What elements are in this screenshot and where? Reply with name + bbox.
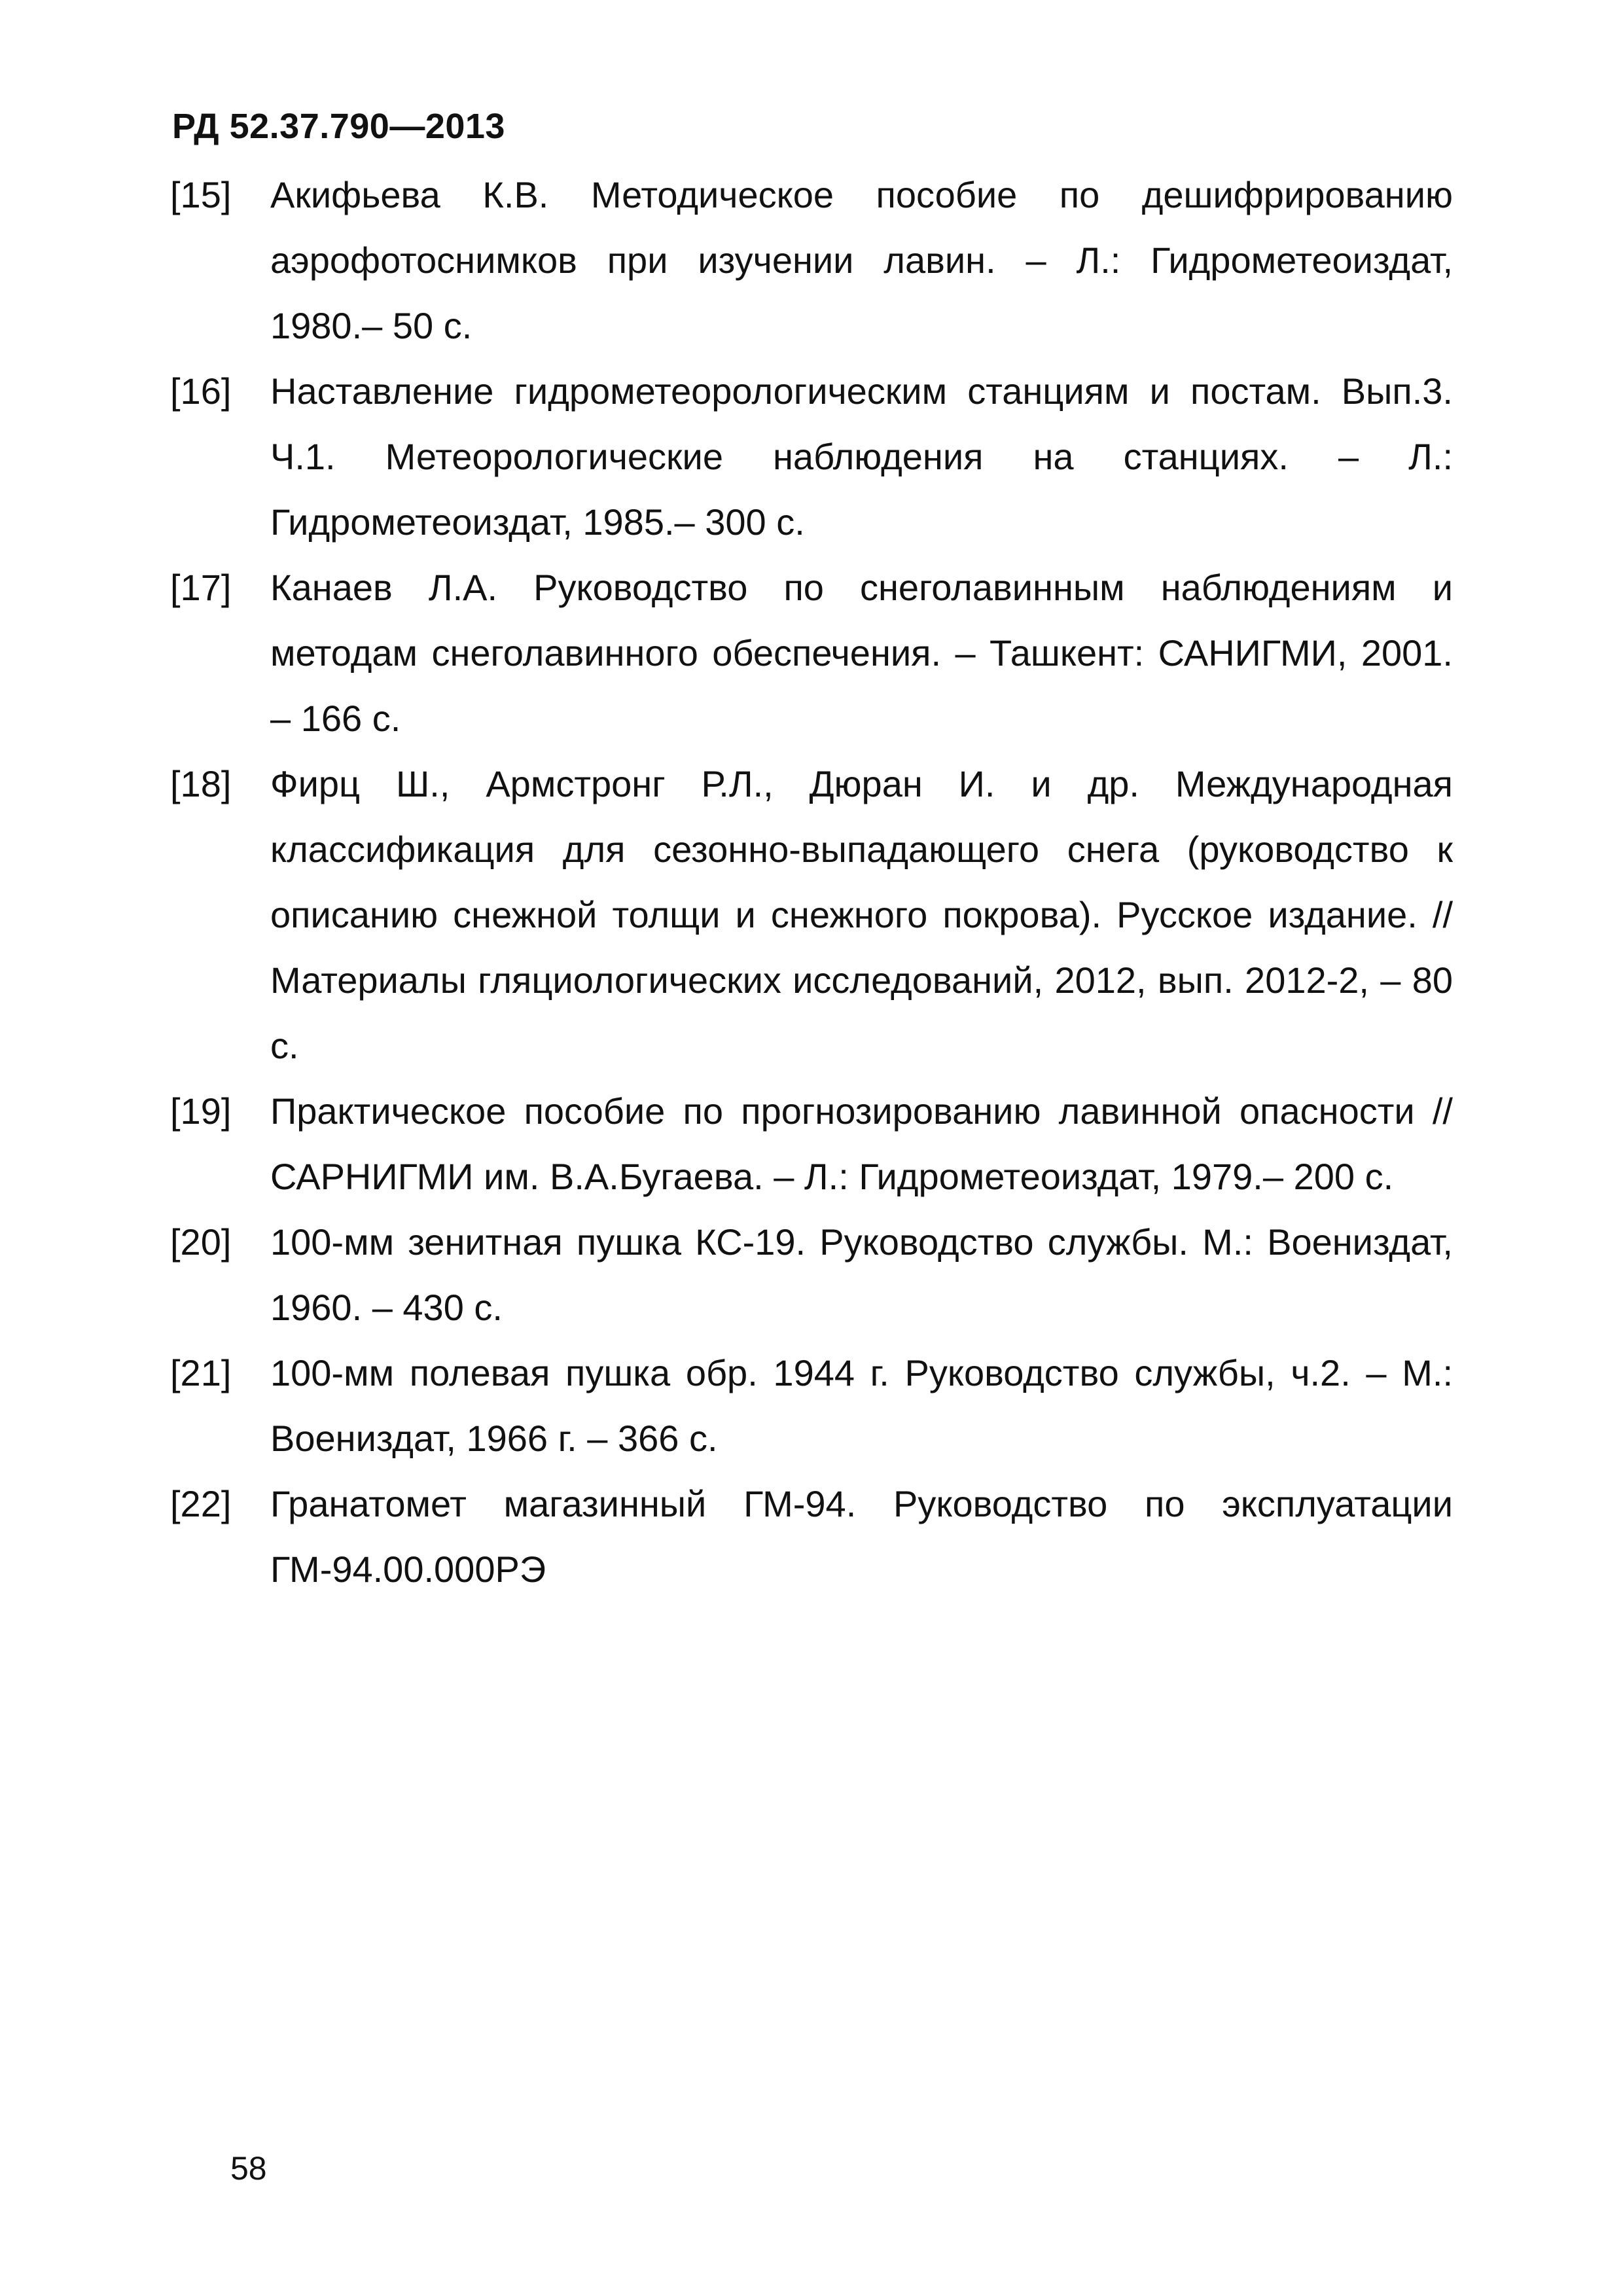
reference-item — [170, 751, 1453, 1079]
reference-number: [17] — [170, 567, 232, 608]
reference-number: [16] — [170, 370, 232, 412]
reference-list — [170, 162, 1453, 1602]
reference-number: [18] — [170, 763, 232, 804]
reference-item — [170, 1471, 1453, 1602]
reference-item — [170, 1079, 1453, 1210]
reference-number: [15] — [170, 174, 232, 215]
reference-text: Наставление гидрометеорологическим станциям и постам. Вып.3. Ч.1. Метеорологические наблюдения на станциях. – Л.: Гидрометеоиздат, 1985.– 300 с. — [270, 370, 1453, 543]
document-code: РД 52.37.790—2013 — [172, 107, 505, 146]
reference-text: Практическое пособие по прогнозированию лавинной опасности //САРНИГМИ им. В.А.Бугаева. – Л.: Гидрометеоиздат, 1979.– 200 с. — [270, 1090, 1453, 1197]
reference-text: Акифьева К.В. Методическое пособие по дешифрированию аэрофотоснимков при изучении лавин. – Л.: Гидрометеоиздат, 1980.– 50 с. — [270, 174, 1453, 346]
reference-item — [170, 555, 1453, 751]
reference-text: 100-мм зенитная пушка КС-19. Руководство службы. М.: Воениздат, 1960. – 430 с. — [270, 1221, 1453, 1328]
reference-number: [19] — [170, 1090, 232, 1132]
reference-item — [170, 1210, 1453, 1340]
reference-text: Канаев Л.А. Руководство по снеголавинным наблюдениям и методам снеголавинного обеспечения. – Ташкент: САНИГМИ, 2001. – 166 с. — [270, 567, 1453, 739]
reference-text: Фирц Ш., Армстронг Р.Л., Дюран И. и др. Международная классификация для сезонно-выпадающего снега (руководство к описанию снежной толщи и снежного покрова). Русское издание. // Материалы гляциологических исследований, 2012, вып. 2012-2, – 80 с. — [270, 763, 1453, 1066]
reference-item — [170, 162, 1453, 359]
reference-number: [22] — [170, 1483, 232, 1524]
reference-number: [21] — [170, 1352, 232, 1393]
page-number: 58 — [230, 2150, 267, 2187]
reference-item — [170, 1340, 1453, 1471]
reference-text: Гранатомет магазинный ГМ-94. Руководство по эксплуатации ГМ-94.00.000РЭ — [270, 1483, 1453, 1590]
reference-number: [20] — [170, 1221, 232, 1263]
reference-item — [170, 359, 1453, 555]
reference-text: 100-мм полевая пушка обр. 1944 г. Руководство службы, ч.2. – М.: Воениздат, 1966 г. – 366 с. — [270, 1352, 1453, 1459]
